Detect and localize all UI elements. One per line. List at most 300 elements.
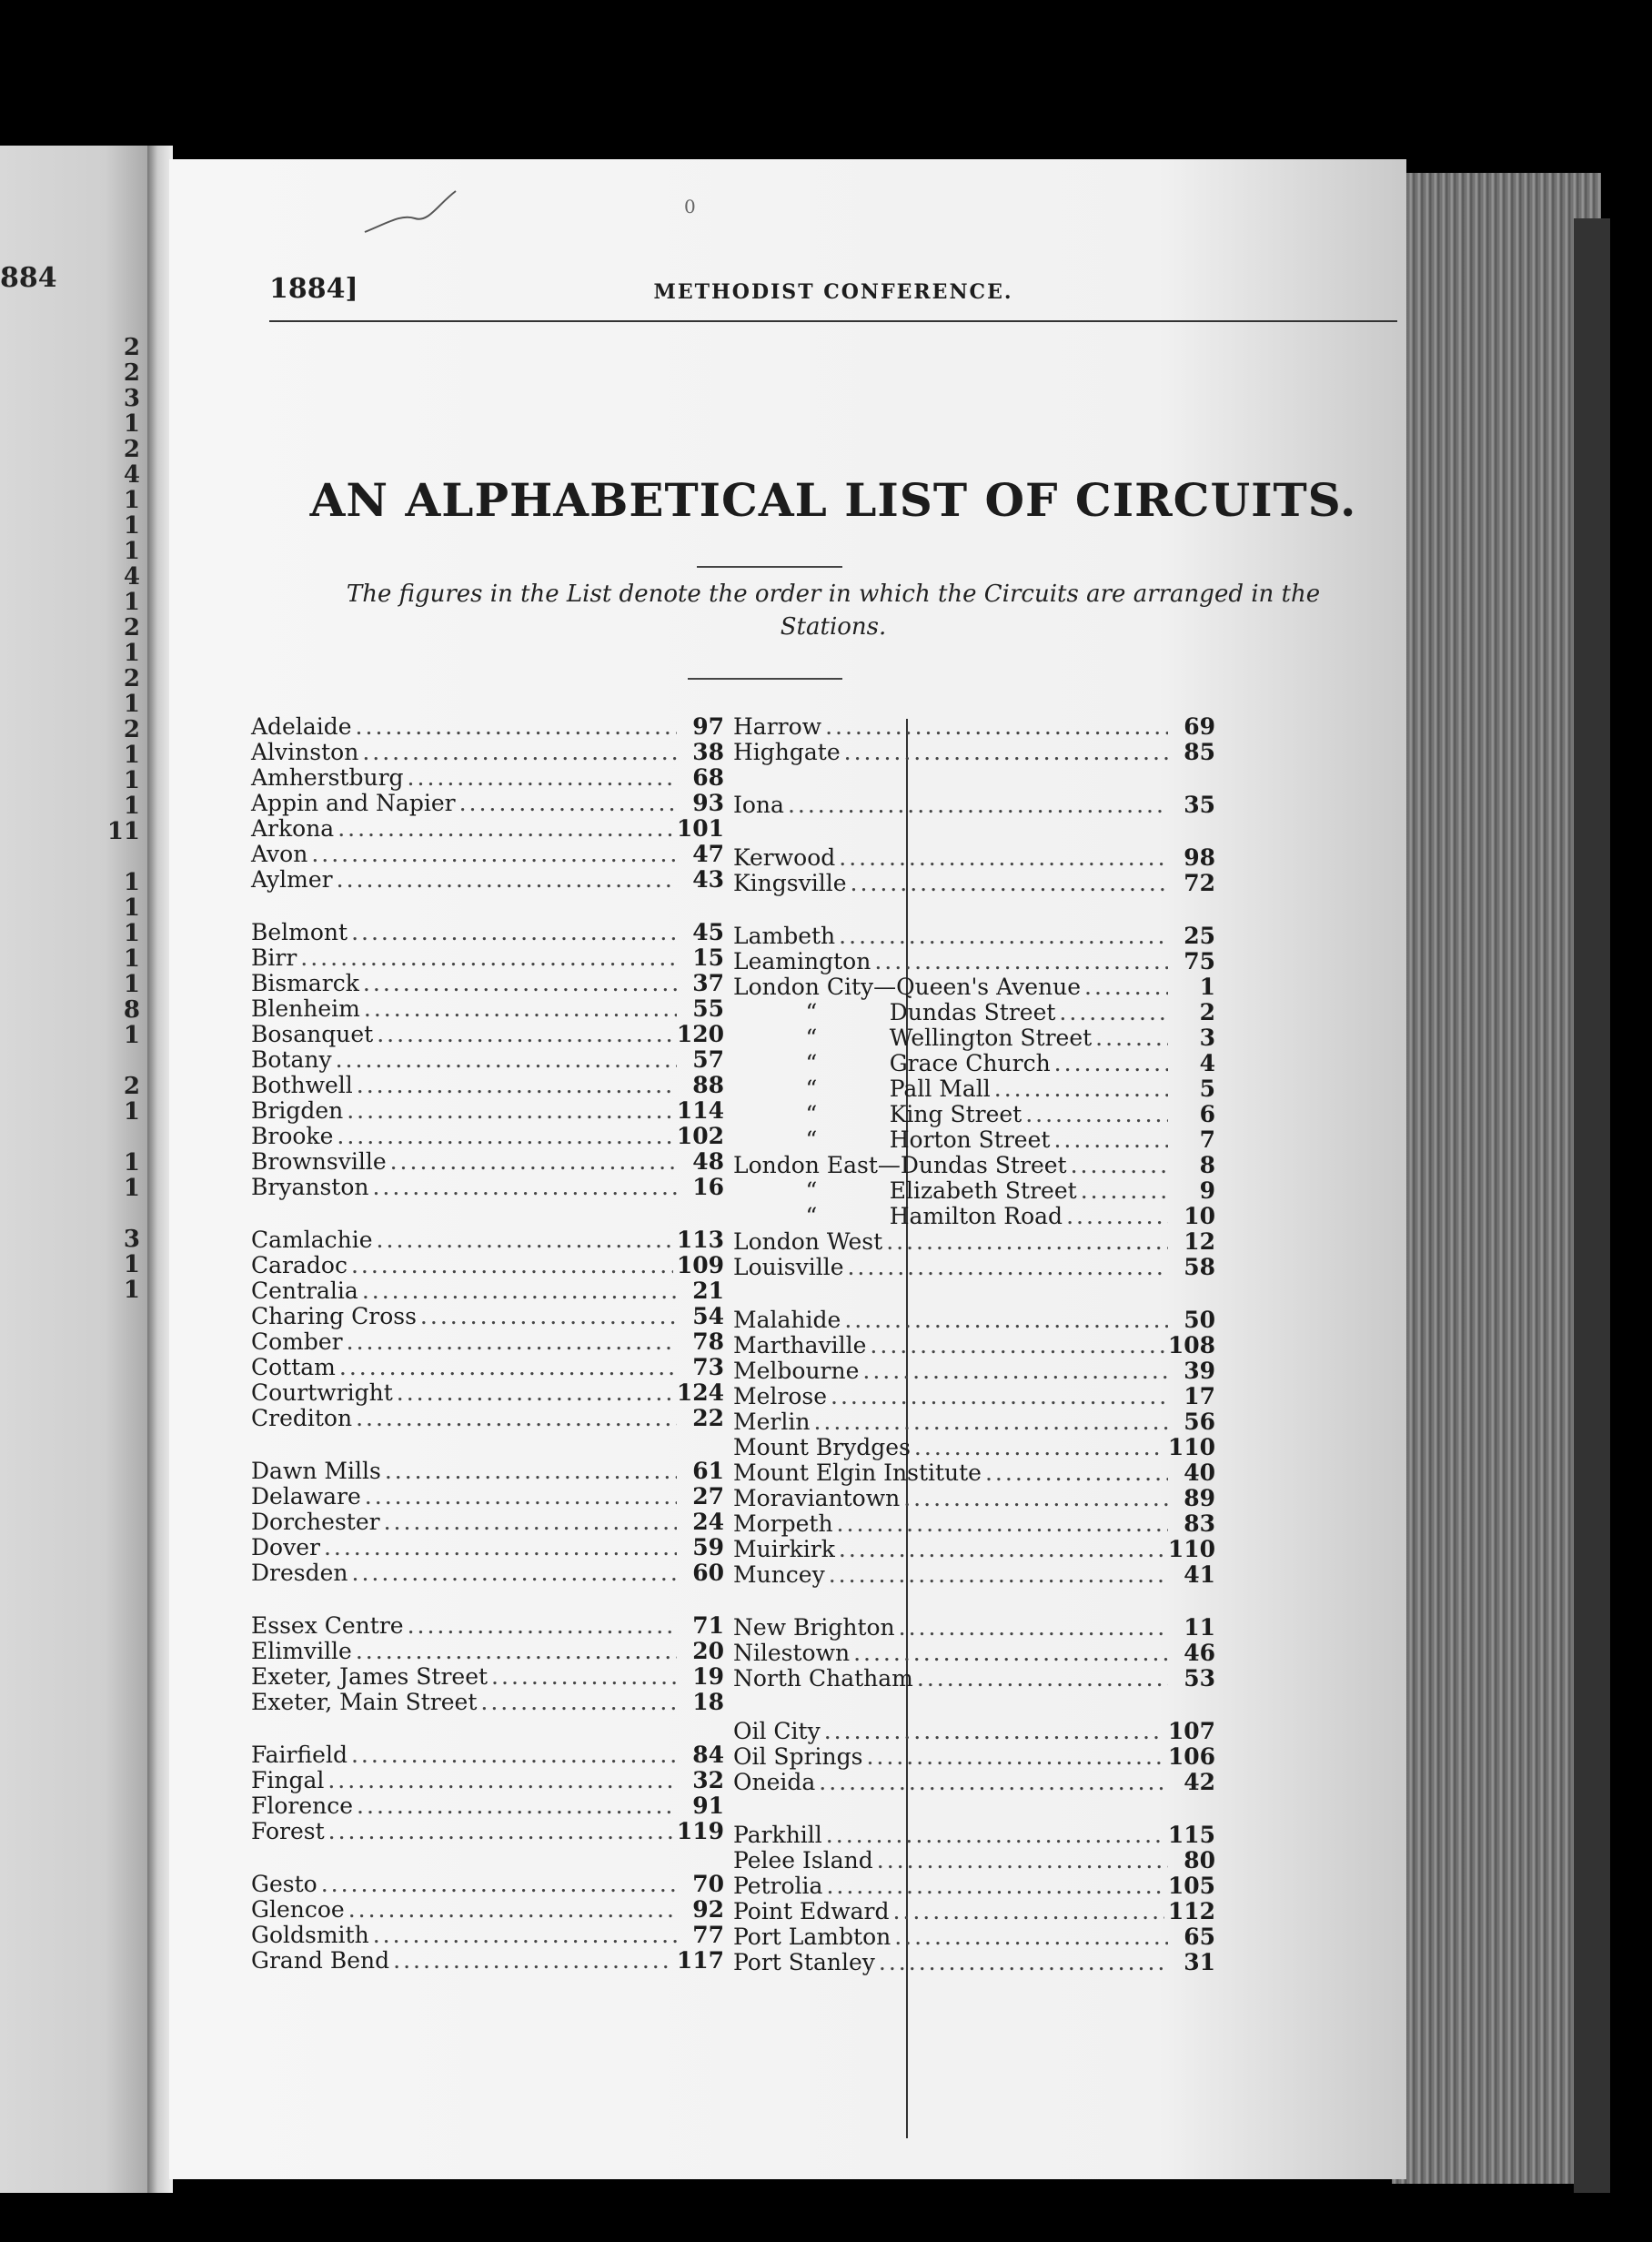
circuit-number: 68 [692,764,724,791]
circuit-entry [251,765,724,791]
circuit-name: Kingsville [733,870,847,896]
circuit-number: 37 [692,970,724,996]
circuit-entry [251,791,724,816]
dot-leader [1066,1204,1168,1229]
circuit-entry [251,1690,724,1715]
circuit-name: Charing Cross [251,1303,417,1329]
circuit-entry [251,920,724,945]
circuit-entry [733,1102,1215,1127]
dot-leader [393,1948,673,1974]
dot-leader [491,1664,677,1690]
circuit-entry [733,1333,1215,1358]
circuit-name: Amherstburg [251,764,404,791]
left-page-number: 2 [123,1073,140,1100]
dot-leader [372,1175,677,1200]
circuit-name: Arkona [251,815,335,842]
circuit-number: 8 [1199,1152,1215,1178]
circuit-number: 61 [692,1458,724,1484]
circuit-entry [251,1175,724,1200]
circuit-name: Brownsville [251,1148,387,1175]
dot-leader [321,1872,677,1897]
circuit-name: Port Stanley [733,1949,875,1975]
circuit-number: 58 [1184,1254,1215,1280]
circuit-number: 102 [676,1123,724,1149]
circuit-entry [733,1873,1215,1899]
circuit-number: 27 [692,1483,724,1510]
circuit-entry [251,1768,724,1793]
circuit-name: Aylmer [251,866,333,893]
dot-leader [1095,1025,1168,1051]
left-page-number: 1 [123,1022,140,1049]
circuit-entry [733,1899,1215,1924]
circuit-entry [251,1355,724,1380]
page-header [269,273,1397,318]
circuit-number: 11 [1184,1614,1215,1641]
circuit-number: 55 [692,995,724,1022]
dot-leader [879,1950,1168,1975]
dot-leader [337,867,677,893]
left-page-number: 1 [123,920,140,947]
circuit-name: “ Wellington Street [733,1025,1093,1051]
circuit-number: 39 [1184,1358,1215,1384]
dot-leader [917,1666,1168,1692]
circuit-entry [251,1329,724,1355]
circuit-number: 53 [1184,1665,1215,1692]
dot-leader [839,1537,1164,1562]
circuit-number: 72 [1184,870,1215,896]
left-page-number [0,1354,146,1379]
dot-leader [839,924,1168,949]
circuit-name: Pelee Island [733,1847,873,1873]
dot-leader [839,845,1168,871]
dot-leader [347,1098,673,1124]
header-year: 1884] [269,273,358,305]
dot-leader [788,793,1168,818]
circuit-number: 114 [676,1097,724,1124]
page-mark: 0 [684,196,696,217]
circuit-entry [733,1358,1215,1384]
circuit-name: Grand Bend [251,1947,390,1974]
circuit-entry [251,1149,724,1175]
dot-leader [373,1923,677,1948]
circuit-name: Marthaville [733,1332,867,1358]
circuit-number: 93 [692,790,724,816]
circuit-entry [733,1153,1215,1178]
circuit-name: Dorchester [251,1509,380,1535]
dot-leader [985,1460,1168,1486]
circuit-number: 40 [1184,1459,1215,1486]
dot-leader [347,1329,677,1355]
dot-leader [903,1486,1168,1511]
dot-leader [1054,1051,1168,1076]
circuit-entry [251,1380,724,1406]
dot-leader [914,1435,1164,1460]
group-spacer [251,1200,724,1227]
group-spacer [733,896,1215,924]
group-spacer [251,1715,724,1742]
circuit-name: “ Elizabeth Street [733,1177,1077,1204]
circuit-number: 46 [1184,1640,1215,1666]
circuit-entry [251,1923,724,1948]
circuit-name: “ Dundas Street [733,999,1056,1025]
circuit-name: North Chatham [733,1665,913,1692]
circuit-name: Mount Elgin Institute [733,1459,982,1486]
dot-leader [324,1535,677,1560]
left-page-number: 1 [123,410,140,438]
circuit-number: 6 [1199,1101,1215,1127]
circuit-entry [733,1823,1215,1848]
circuit-name: Louisville [733,1254,844,1280]
left-page-numbers [0,335,146,1379]
dot-leader [351,1742,677,1768]
circuit-number: 91 [692,1793,724,1819]
circuit-name: Belmont [251,919,348,945]
circuit-number: 101 [676,815,724,842]
circuit-number: 113 [676,1227,724,1253]
dot-leader [847,1255,1168,1280]
circuit-name: Centralia [251,1278,358,1304]
circuit-number: 48 [692,1148,724,1175]
circuit-name: Botany [251,1046,332,1073]
circuit-name: Exeter, James Street [251,1663,489,1690]
circuit-entry [733,1409,1215,1435]
circuit-number: 110 [1167,1536,1215,1562]
circuit-number: 110 [1167,1434,1215,1460]
circuit-number: 70 [692,1871,724,1897]
circuit-name: Elimville [251,1638,352,1664]
circuit-name: Exeter, Main Street [251,1689,478,1715]
circuit-entry [733,1719,1215,1744]
left-page-number: 1 [123,1175,140,1202]
circuit-name: Highgate [733,739,841,765]
dot-leader [362,740,677,765]
circuit-entry [733,1562,1215,1588]
circuit-name: Kerwood [733,844,836,871]
dot-leader [328,1819,673,1844]
dot-leader [357,1793,677,1819]
dot-leader [826,1823,1164,1848]
dot-leader [994,1076,1168,1102]
dot-leader [844,1308,1168,1333]
circuit-entry [733,1000,1215,1025]
left-page-number: 1 [123,793,140,820]
dot-leader [408,1613,677,1639]
circuit-number: 47 [692,841,724,867]
group-spacer [733,1795,1215,1823]
circuit-number: 7 [1199,1126,1215,1153]
circuit-entry [251,1047,724,1073]
circuit-number: 106 [1167,1743,1215,1770]
dot-leader [348,1897,677,1923]
left-page-number [0,1201,146,1227]
circuit-name: Crediton [251,1405,353,1431]
circuit-number: 25 [1184,923,1215,949]
circuit-entry [251,1406,724,1431]
dot-leader [356,714,677,740]
circuit-number: 10 [1184,1203,1215,1229]
circuit-name: Merlin [733,1409,811,1435]
book-cover-edge [1574,218,1610,2193]
circuit-number: 2 [1199,999,1215,1025]
dot-leader [826,1873,1163,1899]
circuit-number: 105 [1167,1873,1215,1899]
circuit-name: Petrolia [733,1873,823,1899]
left-page-number [0,1048,146,1074]
circuit-name: Goldsmith [251,1922,369,1948]
title-top-rule [697,566,842,568]
circuit-name: Fingal [251,1767,325,1793]
dot-leader [351,920,677,945]
circuit-entry [251,1459,724,1484]
circuit-number: 119 [676,1818,724,1844]
circuit-entry [251,1253,724,1278]
circuit-name: Oil City [733,1718,821,1744]
circuit-entry [251,1639,724,1664]
circuit-entry [251,1227,724,1253]
group-spacer [733,765,1215,793]
left-page-number: 1 [123,869,140,896]
circuit-name: London City—Queen's Avenue [733,974,1082,1000]
circuit-entry [251,1872,724,1897]
circuit-name: Harrow [733,713,822,740]
circuit-entry [251,1484,724,1510]
circuit-name: Courtwright [251,1379,393,1406]
dot-leader [819,1770,1168,1795]
circuit-entry [251,945,724,971]
circuit-number: 108 [1167,1332,1215,1358]
circuit-number: 31 [1184,1949,1215,1975]
left-page-number: 1 [123,945,140,973]
circuit-number: 98 [1184,844,1215,871]
dot-leader [886,1229,1168,1255]
left-page-number: 1 [123,767,140,794]
circuit-entry [733,793,1215,818]
left-page-number: 1 [123,589,140,616]
circuit-entry [733,1204,1215,1229]
circuit-entry [733,1025,1215,1051]
left-page-number: 1 [123,538,140,565]
group-spacer [733,1280,1215,1308]
circuit-entry [251,1819,724,1844]
dot-leader [420,1304,677,1329]
circuit-name: Glencoe [251,1896,345,1923]
left-page-number: 2 [123,359,140,387]
circuit-number: 18 [692,1689,724,1715]
circuit-name: Leamington [733,948,871,975]
circuit-entry [251,971,724,996]
left-page-number: 1 [123,640,140,667]
circuit-name: Dresden [251,1560,348,1586]
circuit-number: 1 [1199,974,1215,1000]
circuit-entry [251,1560,724,1586]
circuit-number: 19 [692,1663,724,1690]
circuit-name: Nilestown [733,1640,851,1666]
left-page-number: 1 [123,1098,140,1126]
running-title: METHODIST CONFERENCE. [653,280,1013,304]
dot-leader [1059,1000,1168,1025]
circuit-name: Birr [251,944,297,971]
circuit-name: London West [733,1228,883,1255]
circuit-entry [733,1051,1215,1076]
page-title: AN ALPHABETICAL LIST OF CIRCUITS. [309,473,1357,527]
left-page-number: 1 [123,971,140,998]
circuit-number: 20 [692,1638,724,1664]
dot-leader [364,996,677,1022]
circuit-entry [251,1124,724,1149]
circuit-number: 45 [692,919,724,945]
circuit-number: 42 [1184,1769,1215,1795]
dot-leader [377,1022,673,1047]
dot-leader [352,1560,677,1586]
circuit-number: 54 [692,1303,724,1329]
circuit-name: Delaware [251,1483,361,1510]
circuit-number: 5 [1199,1076,1215,1102]
dot-leader [824,1719,1164,1744]
circuit-number: 57 [692,1046,724,1073]
circuit-name: Bryanston [251,1174,369,1200]
circuit-entry [733,845,1215,871]
circuit-number: 16 [692,1174,724,1200]
circuit-number: 65 [1184,1924,1215,1950]
circuit-number: 22 [692,1405,724,1431]
circuit-name: Brooke [251,1123,334,1149]
dot-leader [397,1380,673,1406]
left-page-number [0,1303,146,1328]
circuit-number: 97 [692,713,724,740]
circuit-entry [733,1229,1215,1255]
dot-leader [892,1899,1163,1924]
left-page-number: 1 [123,512,140,540]
dot-leader [336,1047,677,1073]
dot-leader [844,740,1168,765]
dot-leader [351,1253,673,1278]
group-spacer [251,893,724,920]
dot-leader [862,1358,1168,1384]
circuit-entry [733,1435,1215,1460]
circuit-number: 24 [692,1509,724,1535]
circuit-number: 38 [692,739,724,765]
circuit-name: Melrose [733,1383,828,1409]
circuit-name: Lambeth [733,923,836,949]
dot-leader [874,949,1168,975]
circuit-number: 71 [692,1612,724,1639]
circuit-entry [733,1744,1215,1770]
circuit-entry [733,975,1215,1000]
circuit-number: 80 [1184,1847,1215,1873]
group-spacer [733,818,1215,845]
left-page-number: 2 [123,334,140,361]
circuit-entry [251,1098,724,1124]
circuit-number: 107 [1167,1718,1215,1744]
circuit-number: 124 [676,1379,724,1406]
circuit-number: 41 [1184,1561,1215,1588]
circuit-name: Alvinston [251,739,359,765]
circuit-entry [733,1255,1215,1280]
circuit-entry [251,1022,724,1047]
circuit-entry [251,1613,724,1639]
dot-leader [363,971,677,996]
circuit-number: 32 [692,1767,724,1793]
circuit-entry [733,1848,1215,1873]
circuit-name: Bothwell [251,1072,353,1098]
circuit-name: “ Grace Church [733,1050,1051,1076]
circuit-entry [733,1924,1215,1950]
circuit-entry [251,816,724,842]
dot-leader [837,1511,1168,1537]
right-column [733,714,1215,1975]
left-page-number: 1 [123,1251,140,1278]
dot-leader [899,1615,1168,1641]
circuit-name: Adelaide [251,713,352,740]
dot-leader [1084,975,1168,1000]
circuit-number: 60 [692,1560,724,1586]
circuit-name: Oneida [733,1769,816,1795]
circuit-number: 9 [1199,1177,1215,1204]
circuit-entry [251,1535,724,1560]
circuit-name: Essex Centre [251,1612,404,1639]
dot-leader [831,1384,1168,1409]
dot-leader [877,1848,1168,1873]
dot-leader [408,765,677,791]
circuit-name: Cottam [251,1354,336,1380]
group-spacer [251,1844,724,1872]
circuit-entry [251,714,724,740]
left-page-number: 4 [123,563,140,591]
circuit-number: 56 [1184,1409,1215,1435]
dot-leader [1053,1127,1168,1153]
circuit-name: Forest [251,1818,325,1844]
circuit-number: 35 [1184,792,1215,818]
circuit-name: “ Pall Mall [733,1076,991,1102]
circuit-entry [733,1486,1215,1511]
circuit-name: Port Lambton [733,1924,891,1950]
note-rule [688,678,842,680]
circuit-name: Oil Springs [733,1743,863,1770]
dot-leader [365,1484,677,1510]
circuit-name: Malahide [733,1307,841,1333]
circuit-name: Bosanquet [251,1021,374,1047]
left-page-number: 1 [123,1149,140,1177]
circuit-entry [251,1278,724,1304]
dot-leader [390,1149,677,1175]
dot-leader [356,1639,677,1664]
circuit-name: Dover [251,1534,320,1560]
intro-note: The figures in the List denote the order in which the Circuits are arranged in the Stations. [346,581,1321,641]
left-page-number: 1 [123,487,140,514]
group-spacer [251,1586,724,1613]
left-page-number: 11 [106,818,140,845]
dot-leader [459,791,677,816]
circuit-number: 4 [1199,1050,1215,1076]
dot-leader [337,816,673,842]
group-spacer [733,1692,1215,1719]
circuit-name: “ Horton Street [733,1126,1051,1153]
dot-leader [1025,1102,1168,1127]
dot-leader [829,1562,1168,1588]
circuit-number: 21 [692,1278,724,1304]
group-spacer [251,1431,724,1459]
left-page-fragment [0,146,150,2193]
circuit-name: Avon [251,841,308,867]
left-page-number: 3 [123,385,140,412]
circuit-name: “ King Street [733,1101,1022,1127]
circuit-name: Appin and Napier [251,790,456,816]
dot-leader [362,1278,677,1304]
circuit-number: 3 [1199,1025,1215,1051]
circuit-number: 117 [676,1947,724,1974]
right-page [169,159,1406,2179]
circuit-number: 59 [692,1534,724,1560]
